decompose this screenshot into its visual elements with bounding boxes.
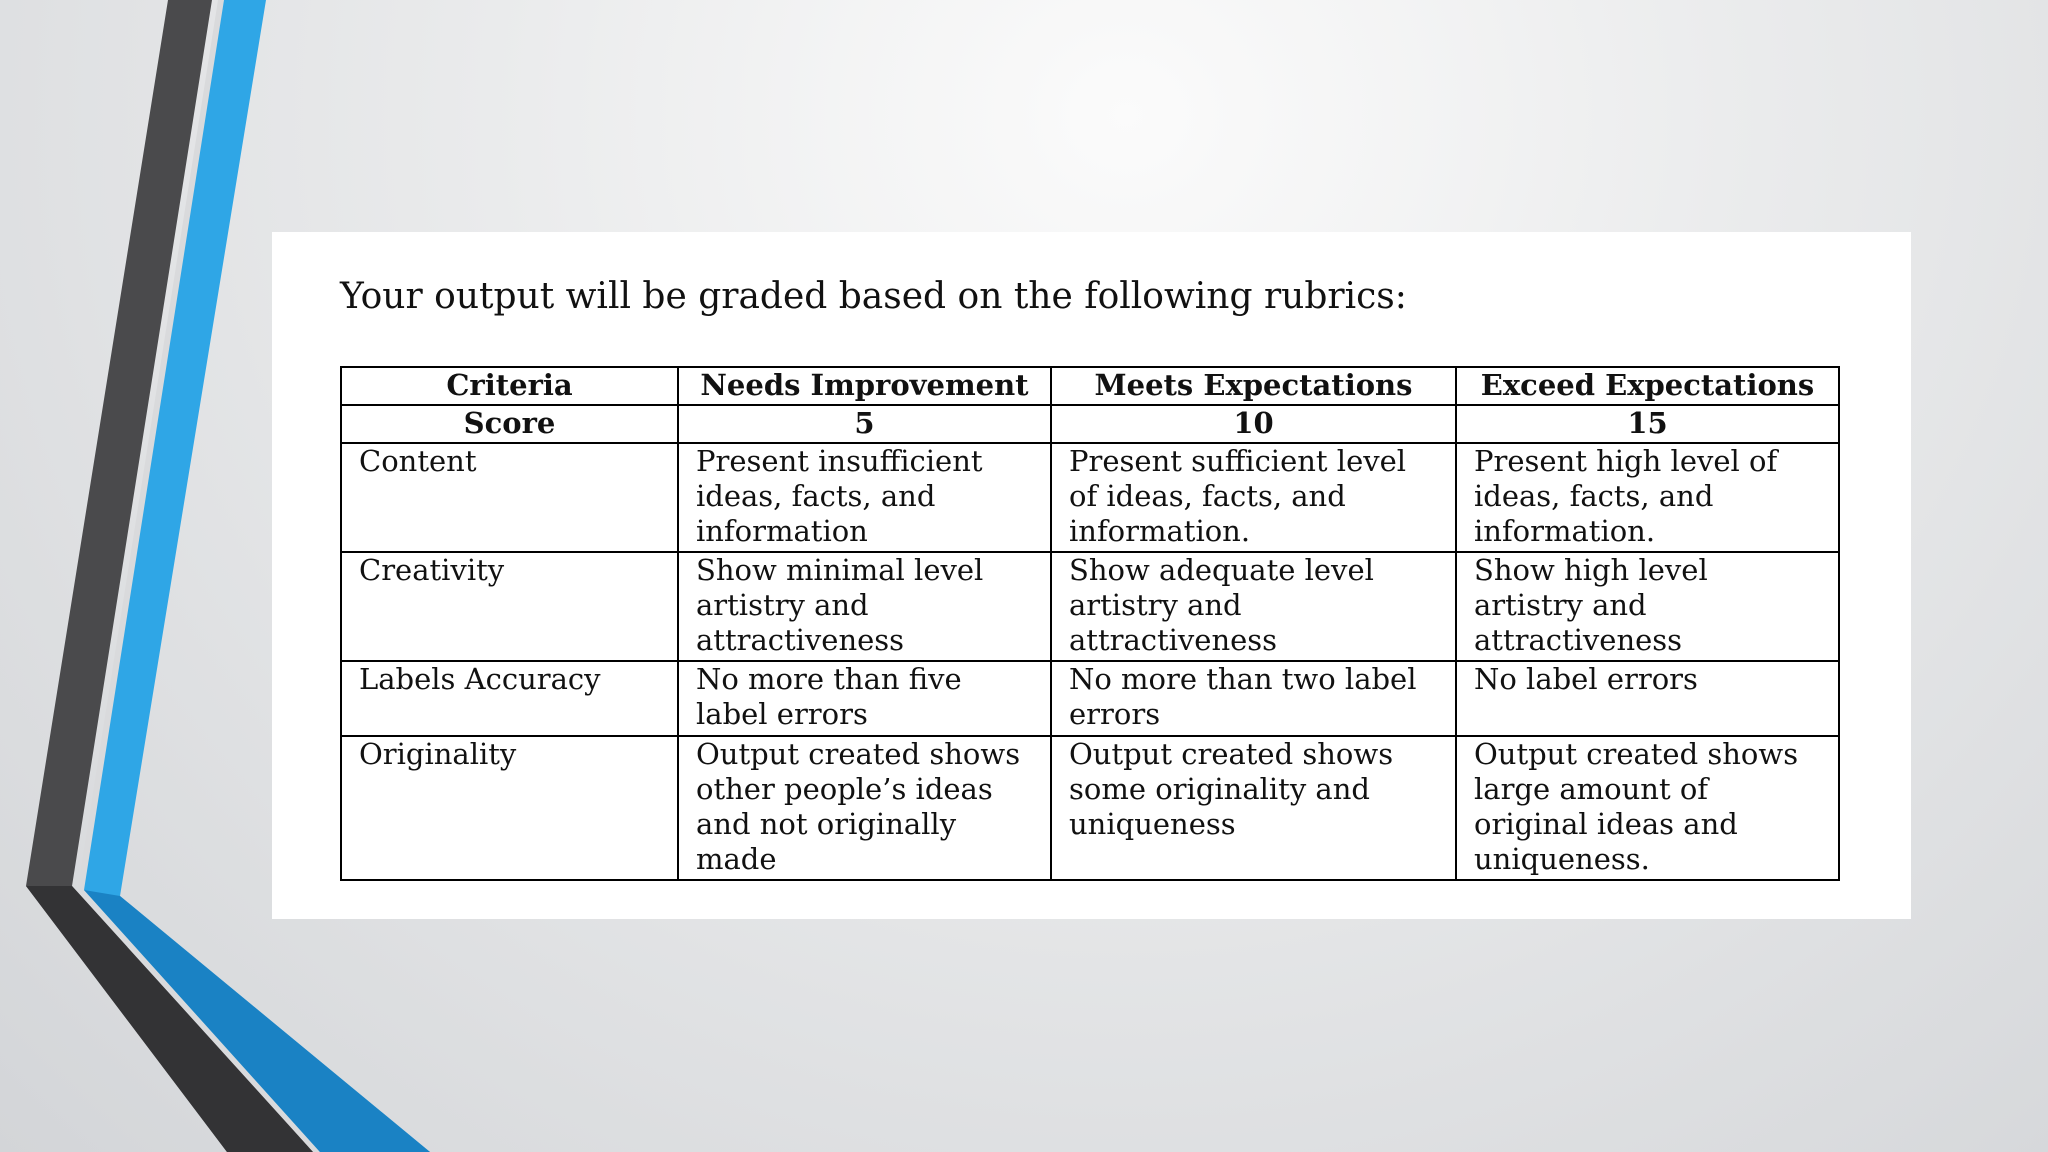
score-row (341, 405, 1839, 443)
table-row (341, 661, 1839, 736)
score-label: Score (341, 405, 678, 443)
meets-expectations-cell: No more than two label errors (1051, 661, 1456, 736)
needs-improvement-cell: Output created shows other people’s ideas and not originally made (678, 736, 1051, 880)
header-criteria: Criteria (341, 367, 678, 405)
exceed-expectations-cell: No label errors (1456, 661, 1839, 736)
table-row (341, 443, 1839, 552)
score-meets-expectations: 10 (1051, 405, 1456, 443)
meets-expectations-cell: Present sufficient level of ideas, facts, and information. (1051, 443, 1456, 552)
header-meets-expectations: Meets Expectations (1051, 367, 1456, 405)
score-needs-improvement: 5 (678, 405, 1051, 443)
header-needs-improvement: Needs Improvement (678, 367, 1051, 405)
needs-improvement-cell: Show minimal level artistry and attractiveness (678, 552, 1051, 661)
meets-expectations-cell: Show adequate level artistry and attractiveness (1051, 552, 1456, 661)
needs-improvement-cell: Present insufficient ideas, facts, and information (678, 443, 1051, 552)
meets-expectations-cell: Output created shows some originality and uniqueness (1051, 736, 1456, 880)
score-exceed-expectations: 15 (1456, 405, 1839, 443)
criteria-cell: Content (341, 443, 678, 552)
rubric-heading: Your output will be graded based on the following rubrics: (340, 276, 1407, 317)
table-row (341, 552, 1839, 661)
exceed-expectations-cell: Output created shows large amount of original ideas and uniqueness. (1456, 736, 1839, 880)
rubric-panel (272, 232, 1911, 919)
needs-improvement-cell: No more than five label errors (678, 661, 1051, 736)
exceed-expectations-cell: Present high level of ideas, facts, and information. (1456, 443, 1839, 552)
exceed-expectations-cell: Show high level artistry and attractiveness (1456, 552, 1839, 661)
table-row (341, 736, 1839, 880)
header-row (341, 367, 1839, 405)
criteria-cell: Labels Accuracy (341, 661, 678, 736)
rubric-table (340, 366, 1840, 881)
criteria-cell: Originality (341, 736, 678, 880)
criteria-cell: Creativity (341, 552, 678, 661)
dark-shadow-stripe (26, 886, 313, 1152)
header-exceed-expectations: Exceed Expectations (1456, 367, 1839, 405)
